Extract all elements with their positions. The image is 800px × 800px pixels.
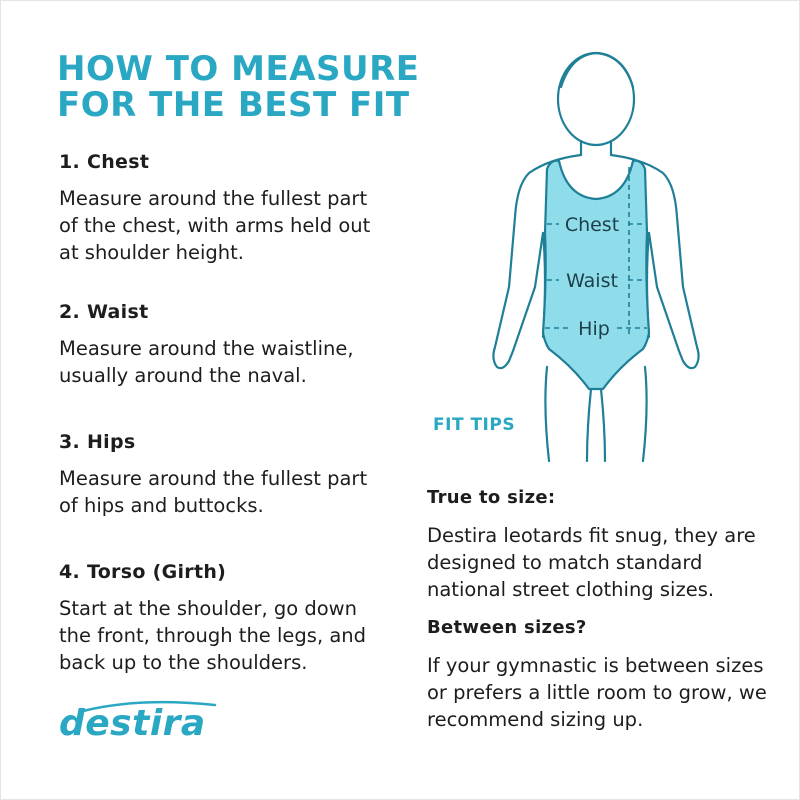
measure-text: Measure around the fullest part of hips and buttocks. <box>59 467 368 517</box>
title-line-2: FOR THE BEST FIT <box>57 85 410 125</box>
destira-logo <box>59 699 219 749</box>
measure-chest <box>59 151 389 266</box>
logo-wordmark: destira <box>59 703 206 744</box>
tip-text: If your gymnastic is between sizes or prefers a little room to grow, we recommend sizing up. <box>427 654 767 731</box>
tip-between-sizes <box>427 617 767 733</box>
tip-heading: True to size: <box>427 487 556 508</box>
page-title <box>57 51 420 123</box>
title-line-1: HOW TO MEASURE <box>57 49 420 89</box>
measure-torso <box>59 561 389 676</box>
child-silhouette-illustration <box>451 37 741 467</box>
tip-text: Destira leotards fit snug, they are designed to match standard national street clothing sizes. <box>427 524 756 601</box>
measure-heading: 1. Chest <box>59 151 150 173</box>
body-figure <box>451 37 741 467</box>
fit-tips-heading: FIT TIPS <box>433 415 516 435</box>
measure-waist <box>59 301 389 389</box>
measure-hips <box>59 431 389 519</box>
hip-label: Hip <box>578 318 610 340</box>
measure-text: Measure around the fullest part of the chest, with arms held out at shoulder height. <box>59 187 371 264</box>
measure-heading: 2. Waist <box>59 301 149 323</box>
measure-text: Measure around the waistline, usually around the naval. <box>59 337 354 387</box>
measure-heading: 3. Hips <box>59 431 136 453</box>
tip-true-to-size <box>427 487 767 603</box>
chest-label: Chest <box>564 214 620 236</box>
measure-text: Start at the shoulder, go down the front, through the legs, and back up to the shoulders. <box>59 597 367 674</box>
tip-heading: Between sizes? <box>427 617 587 638</box>
measure-heading: 4. Torso (Girth) <box>59 561 227 583</box>
waist-label: Waist <box>566 270 618 292</box>
